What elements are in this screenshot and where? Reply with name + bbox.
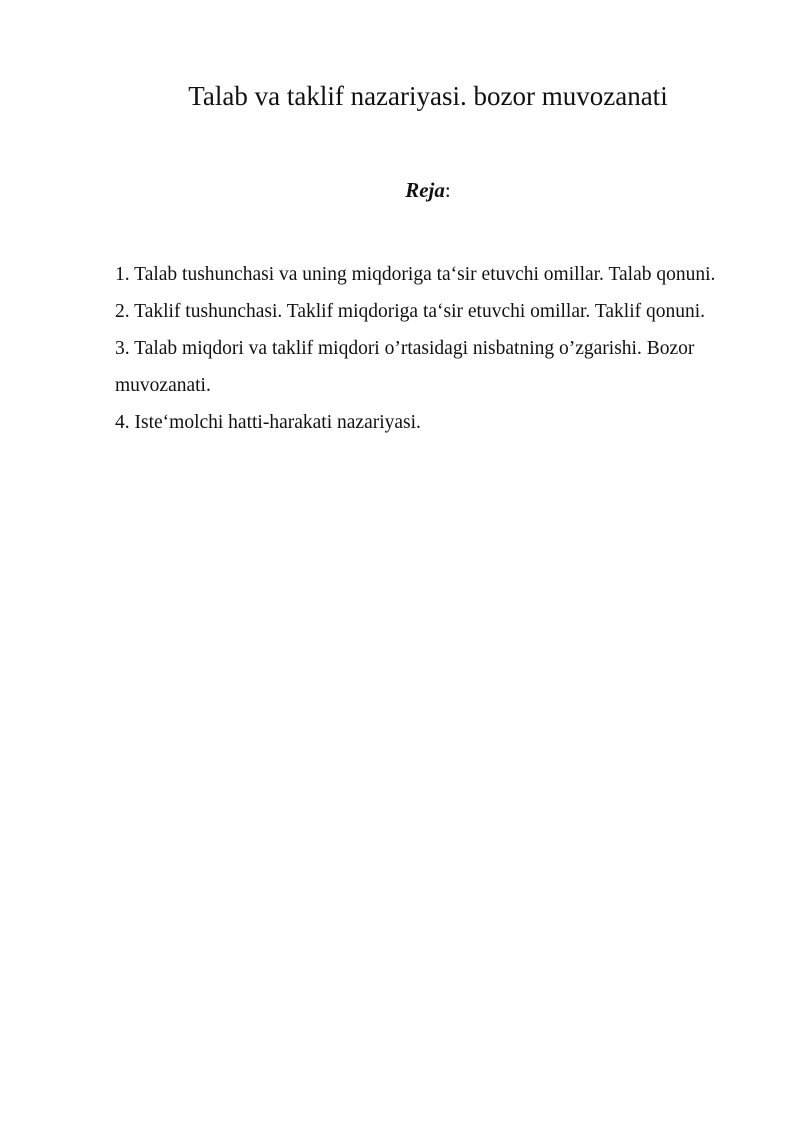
plan-heading-suffix: : bbox=[444, 178, 451, 202]
document-title: Talab va taklif nazariyasi. bozor muvozanati bbox=[188, 81, 668, 111]
plan-list bbox=[115, 256, 735, 441]
plan-item-4: 4. Iste‘molchi hatti-harakati nazariyasi. bbox=[115, 412, 421, 433]
plan-heading-word: Reja bbox=[405, 178, 445, 202]
plan-item-1: 1. Talab tushunchasi va uning miqdoriga ta‘sir etuvchi omillar. Talab qonuni. bbox=[115, 264, 716, 285]
plan-heading bbox=[0, 176, 800, 204]
plan-item-2: 2. Taklif tushunchasi. Taklif miqdoriga ta‘sir etuvchi omillar. Taklif qonuni. bbox=[115, 301, 706, 322]
plan-item-3: 3. Talab miqdori va taklif miqdori o’rtasidagi nisbatning o’zgarishi. Bozor muvozanati. bbox=[115, 338, 695, 396]
